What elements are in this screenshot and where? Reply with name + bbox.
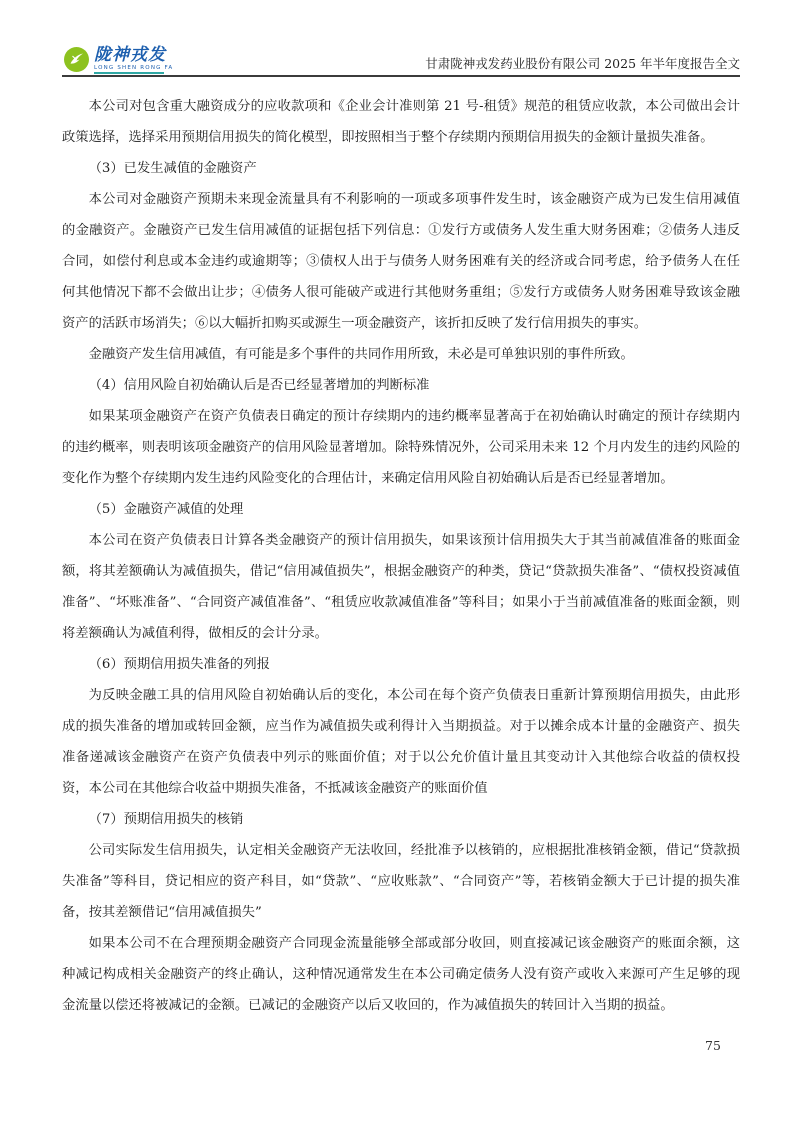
company-name-cn: 陇神戎发 — [94, 45, 166, 65]
page-number: 75 — [705, 1038, 721, 1053]
paragraph: 本公司对包含重大融资成分的应收款项和《企业会计准则第 21 号-租赁》规范的租赁应收款，本公司做出会计政策选择，选择采用预期信用损失的简化模型，即按照相当于整个存续期内预期信用损失的金额计量损失准备。 — [62, 99, 740, 145]
section-heading: （6）预期信用损失准备的列报 — [88, 657, 270, 672]
paragraph: 如果本公司不在合理预期金融资产合同现金流量能够全部或部分收回，则直接减记该金融资产的账面余额，这种减记构成相关金融资产的终止确认，这种情况通常发生在本公司确定债务人没有资产或收入来源可产生足够的现金流量以偿还将被减记的金额。已减记的金融资产以后又收回的，作为减值损失的转回计入当期的损益。 — [62, 936, 740, 1013]
section-heading: （7）预期信用损失的核销 — [88, 812, 244, 827]
section-heading: （5）金融资产减值的处理 — [88, 502, 244, 517]
report-title: 甘肃陇神戎发药业股份有限公司 2025 年半年度报告全文 — [425, 56, 740, 71]
paragraph: 本公司对金融资产预期未来现金流量具有不利影响的一项或多项事件发生时，该金融资产成为已发生信用减值的金融资产。金融资产已发生信用减值的证据包括下列信息：①发行方或债务人发生重大财务困难；②债务人违反合同，如偿付利息或本金违约或逾期等；③债权人出于与债务人财务困难有关的经济或合同考虑，给予债务人在任何其他情况下都不会做出让步；④债务人很可能破产或进行其他财务重组；⑤发行方或债务人财务困难导致该金融资产的活跃市场消失；⑥以大幅折扣购买或源生一项金融资产，该折扣反映了发行信用损失的事实。 — [62, 192, 740, 331]
section-heading: （3）已发生减值的金融资产 — [88, 161, 257, 176]
page-header — [62, 44, 740, 76]
paragraph: 公司实际发生信用损失，认定相关金融资产无法收回，经批准予以核销的，应根据批准核销金额，借记“贷款损失准备”等科目，贷记相应的资产科目，如“贷款”、“应收账款”、“合同资产”等，若核销金额大于已计提的损失准备，按其差额借记“信用减值损失” — [62, 843, 740, 920]
company-name-en: LONG SHEN RONG FA — [94, 65, 174, 71]
paragraph: 本公司在资产负债表日计算各类金融资产的预计信用损失，如果该预计信用损失大于其当前减值准备的账面金额，将其差额确认为减值损失，借记“信用减值损失”，根据金融资产的种类，贷记“贷款损失准备”、“债权投资减值准备”、“坏账准备”、“合同资产减值准备”、“租赁应收款减值准备”等科目；如果小于当前减值准备的账面金额，则将差额确认为减值利得，做相反的会计分录。 — [62, 533, 740, 641]
paragraph: 为反映金融工具的信用风险自初始确认后的变化，本公司在每个资产负债表日重新计算预期信用损失，由此形成的损失准备的增加或转回金额，应当作为减值损失或利得计入当期损益。对于以摊余成本计量的金融资产、损失准备递减该金融资产在资产负债表中列示的账面价值；对于以公允价值计量且其变动计入其他综合收益的债权投资，本公司在其他综合收益中期损失准备，不抵减该金融资产的账面价值 — [62, 688, 740, 796]
logo-underline — [94, 72, 164, 74]
company-logo-text — [94, 46, 173, 74]
document-body — [62, 91, 740, 1021]
header-divider — [62, 75, 740, 77]
section-heading: （4）信用风险自初始确认后是否已经显著增加的判断标准 — [88, 378, 430, 393]
paragraph: 如果某项金融资产在资产负债表日确定的预计存续期内的违约概率显著高于在初始确认时确定的预计存续期内的违约概率，则表明该项金融资产的信用风险显著增加。除特殊情况外，公司采用未来 12 个月内发生的违约风险的变化作为整个存续期内发生违约风险变化的合理估计，来确定信用风险自初始确认后是否已经显著增加。 — [62, 409, 740, 486]
company-logo — [64, 46, 173, 74]
paragraph: 金融资产发生信用减值，有可能是多个事件的共同作用所致，未必是可单独识别的事件所致。 — [88, 347, 634, 362]
company-logo-icon — [64, 47, 89, 72]
